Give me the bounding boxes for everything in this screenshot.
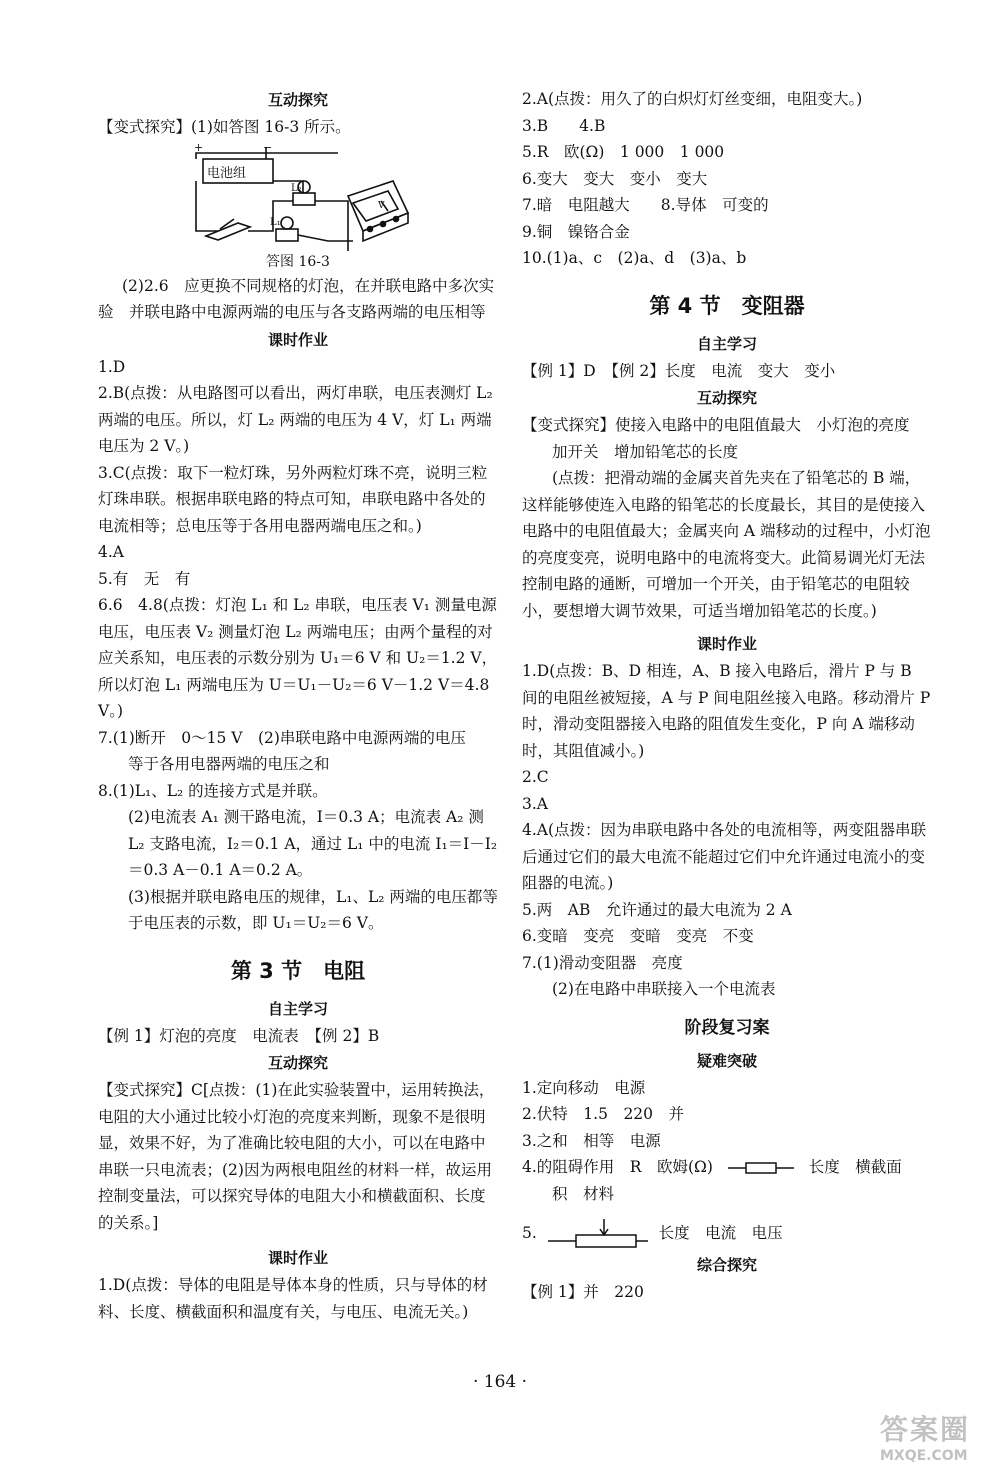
subsection-heading: 综合探究	[696, 1256, 757, 1274]
answer-item: (3)根据并联电路电压的规律，L₁、L₂ 两端的电压都等于电压表的示数，即 U₁＝U₂＝6 V。	[128, 887, 498, 932]
answer-item: 9.铜 镍铬合金	[522, 222, 630, 241]
answer-item: 2.C	[522, 768, 549, 786]
answer-text: 5.	[522, 1224, 537, 1242]
right-column	[522, 86, 932, 1306]
answer-item: 1.D(点拨：导体的电阻是导体本身的性质，只与导体的材料、长度、横截面积和温度有关，与电压、电流无关。)	[98, 1276, 488, 1321]
answer-item: 4.A(点拨：因为串联电路中各处的电流相等，两变阻器串联后通过它们的最大电流不能超过它们中允许通过电流小的变阻器的电流。)	[522, 821, 927, 892]
answer-text: 【变式探究】(1)如答图 16-3 所示。	[98, 118, 351, 136]
subsection-heading: 自主学习	[267, 999, 328, 1018]
answer-item: 3.A	[522, 794, 548, 813]
answer-item: 10.(1)a、c (2)a、d (3)a、b	[522, 249, 747, 267]
watermark-url: MXQE.COM	[879, 1448, 968, 1464]
answer-item: 积 材料	[552, 1184, 615, 1203]
answer-item: 【变式探究】C[点拨：(1)在此实验装置中，运用转换法，电阻的大小通过比较小灯泡的亮度来判断，现象不是很明显，效果不好，为了准确比较电阻的大小，可以在电路中串联一只电流表；(2)因为两根电阻丝的材料一样，故运用控制变量法，可以探究导体的电阻大小和横截面积、长度的关系。]	[98, 1081, 495, 1232]
answer-item: 3.C(点拨：取下一粒灯珠，另外两粒灯珠不亮，说明三粒灯珠串联。根据串联电路的特点可知，串联电路中各处的电流相等；总电压等于各用电器两端电压之和。)	[98, 463, 488, 535]
answer-item	[522, 1154, 932, 1181]
svg-text:−: −	[263, 140, 273, 154]
subsection-heading: 课时作业	[696, 635, 757, 653]
rheostat-symbol	[548, 1217, 648, 1251]
answer-item: 5.两 AB 允许通过的最大电流为 2 A	[522, 900, 792, 919]
answer-text: 4.的阻碍作用 R 欧姆(Ω)	[522, 1158, 713, 1176]
svg-text:L₁: L₁	[270, 216, 281, 228]
answer-item: 4.A	[98, 543, 124, 561]
answer-item: 加开关 增加铅笔芯的长度	[552, 442, 739, 461]
subsection-heading: 互动探究	[696, 389, 757, 407]
subsection-heading: 疑难突破	[696, 1051, 757, 1070]
svg-text:+: +	[194, 140, 204, 154]
subsection-heading: 互动探究	[267, 1054, 328, 1072]
answer-item: 2.B(点拨：从电路图可以看出，两灯串联，电压表测灯 L₂ 两端的电压。所以，灯 L₂ 两端的电压为 4 V，灯 L₁ 两端电压为 2 V。)	[98, 384, 493, 455]
left-column	[98, 86, 498, 1325]
figure-caption: 答图 16-3	[266, 253, 330, 270]
answer-item: (点拨：把滑动端的金属夹首先夹在了铅笔芯的 B 端，这样能够使连入电路的铅笔芯的长度最长，其目的是使接入电路中的电阻值最大；金属夹向 A 端移动的过程中，小灯泡的亮度变亮，说明电路中的电流将变大。此简易调光灯无法控制电路的通断，可增加一个开关，由于铅笔芯的电阻较小，要想增大调节效果，可适当增加铅笔芯的长度。)	[522, 469, 931, 620]
answer-item: 【例 1】灯泡的亮度 电流表 【例 2】B	[98, 1026, 380, 1045]
answer-item: 【例 1】D 【例 2】长度 电流 变大 变小	[522, 361, 836, 380]
answer-item: 3.之和 相等 电源	[522, 1131, 661, 1150]
answer-text: 长度 横截面	[808, 1158, 902, 1176]
answer-item: 1.D	[98, 357, 126, 376]
answer-item: (2)在电路中串联接入一个电流表	[552, 980, 776, 998]
watermark-logo	[880, 1408, 970, 1464]
answer-text: (2)2.6 应更换不同规格的灯泡，在并联电路中多次实验 并联电路中电源两端的电压与各支路两端的电压相等	[98, 276, 495, 321]
subsection-heading: 课时作业	[267, 330, 328, 349]
answer-item: 6.变大 变大 变小 变大	[522, 169, 708, 188]
battery-label: 电池组	[207, 165, 247, 181]
svg-text:L₂: L₂	[291, 182, 302, 194]
answer-item: 等于各用电器两端的电压之和	[128, 755, 330, 773]
answer-text: 长度 电流 电压	[658, 1224, 783, 1242]
answer-item: 7.暗 电阻越大 8.导体 可变的	[522, 196, 769, 214]
answer-item: 【例 1】并 220	[522, 1283, 644, 1301]
answer-item: 1.D(点拨：B、D 相连，A、B 接入电路后，滑片 P 与 B 间的电阻丝被短接，A 与 P 间电阻丝接入电路。移动滑片 P 时，滑动变阻器接入电路的阻值发生变化，P 向 A 端移动时，其阻值减小。)	[522, 662, 931, 760]
subsection-heading: 互动探究	[267, 91, 328, 109]
section-title: 第 4 节 变阻器	[649, 293, 805, 318]
answer-item	[522, 1217, 932, 1251]
subsection-heading: 自主学习	[696, 334, 757, 353]
watermark-title: 答案圈	[879, 1413, 970, 1446]
answer-item: 3.B 4.B	[522, 116, 606, 135]
answer-item: 5.R 欧(Ω) 1 000 1 000	[522, 143, 725, 161]
answer-item: 【变式探究】使接入电路中的电阻值最大 小灯泡的亮度	[522, 416, 910, 434]
answer-item: (2)电流表 A₁ 测干路电流，I＝0.3 A；电流表 A₂ 测 L₂ 支路电流，I₂＝0.1 A，通过 L₁ 中的电流 I₁＝I－I₂＝0.3 A－0.1 A＝0.2 A。	[128, 808, 498, 879]
page-number: · 164 ·	[472, 1372, 528, 1392]
resistor-symbol	[726, 1161, 796, 1175]
answer-item: 8.(1)L₁、L₂ 的连接方式是并联。	[98, 781, 328, 800]
subsection-heading: 课时作业	[267, 1249, 328, 1267]
answer-item: 1.定向移动 电源	[522, 1078, 646, 1097]
answer-item: 2.伏特 1.5 220 并	[522, 1105, 685, 1123]
svg-text:V: V	[378, 200, 385, 211]
section-title: 第 3 节 电阻	[230, 958, 366, 983]
stage-review-title: 阶段复习案	[684, 1017, 770, 1038]
answer-item: 6.变暗 变亮 变暗 变亮 不变	[522, 927, 754, 945]
answer-item: 7.(1)断开 0～15 V (2)串联电路中电源两端的电压	[98, 728, 466, 747]
answer-item: 7.(1)滑动变阻器 亮度	[522, 953, 683, 972]
answer-item: 6.6 4.8(点拨：灯泡 L₁ 和 L₂ 串联，电压表 V₁ 测量电源电压，电压表 V₂ 测量灯泡 L₂ 两端电压；由两个量程的对应关系知，电压表的示数分别为 U₁＝6 V 和 U₂＝1.2 V，所以灯泡 L₁ 两端电压为 U＝U₁－U₂＝6 V－1.2 V＝4.8 V。)	[98, 596, 498, 720]
circuit-diagram	[98, 141, 498, 251]
circuit-figure	[98, 141, 498, 251]
answer-item: 2.A(点拨：用久了的白炽灯灯丝变细，电阻变大。)	[522, 90, 863, 108]
answer-item: 5.有 无 有	[98, 569, 191, 588]
